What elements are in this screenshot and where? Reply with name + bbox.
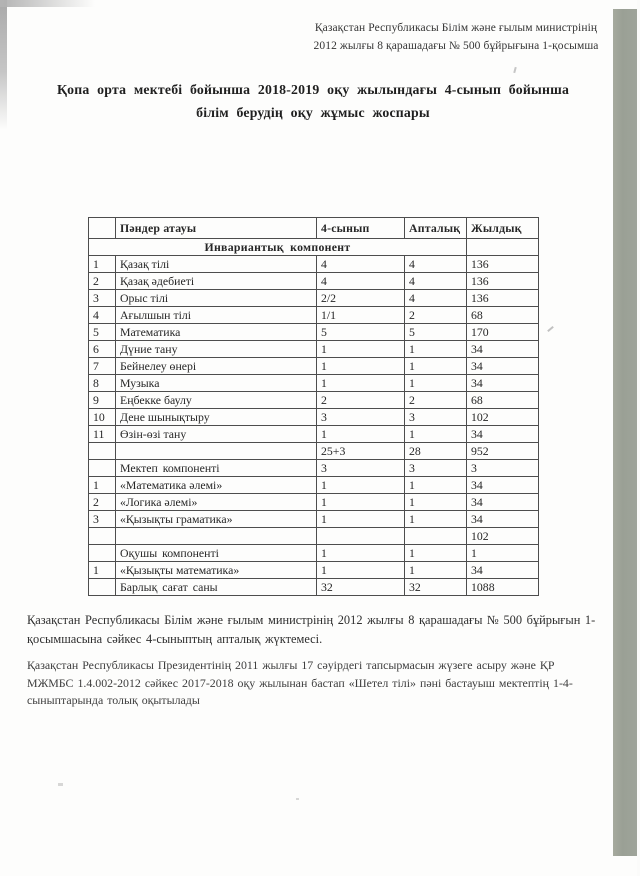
footnote-weekly-load: Қазақстан Республикасы Білім және ғылым министрінің 2012 жылғы 8 қарашадағы № 500 бұйрығын 1-қосымшасына сәйкес 4-сыныптың апталық жүктемесі. xyxy=(27,613,596,646)
row-number-cell: 4 xyxy=(89,307,116,324)
subject-cell: Қазақ тілі xyxy=(116,256,317,273)
scan-edge-top xyxy=(0,0,95,7)
subject-cell: «Қызықты математика» xyxy=(116,562,317,579)
table-row xyxy=(89,307,539,324)
curriculum-table xyxy=(88,217,539,596)
row-number-cell xyxy=(89,528,116,545)
row-number-cell: 8 xyxy=(89,375,116,392)
table-row xyxy=(89,409,539,426)
subject-cell: Дүние тану xyxy=(116,341,317,358)
yearly-hours-cell: 34 xyxy=(467,477,539,494)
ministry-order-stamp xyxy=(295,19,617,55)
subject-cell: Бейнелеу өнері xyxy=(116,358,317,375)
weekly-hours-cell: 2 xyxy=(405,392,467,409)
header-grade-cell: 4-сынып xyxy=(317,218,405,239)
yearly-hours-cell: 34 xyxy=(467,358,539,375)
subject-cell xyxy=(116,528,317,545)
weekly-hours-cell: 1 xyxy=(405,375,467,392)
weekly-hours-cell: 28 xyxy=(405,443,467,460)
weekly-hours-cell: 32 xyxy=(405,579,467,596)
subject-cell: Еңбекке баулу xyxy=(116,392,317,409)
subject-cell: Ағылшын тілі xyxy=(116,307,317,324)
table-row xyxy=(89,511,539,528)
weekly-hours-cell: 4 xyxy=(405,256,467,273)
grade-hours-cell: 1 xyxy=(317,494,405,511)
table-row xyxy=(89,392,539,409)
yearly-hours-cell: 34 xyxy=(467,511,539,528)
subject-cell: Оқушы компоненті xyxy=(116,545,317,562)
scan-speck xyxy=(296,798,299,800)
row-number-cell xyxy=(89,460,116,477)
title-line-2: білім берудің оқу жұмыс жоспары xyxy=(196,104,430,120)
row-number-cell: 2 xyxy=(89,273,116,290)
scan-speck xyxy=(513,67,516,73)
row-number-cell: 7 xyxy=(89,358,116,375)
stamp-line-1: Қазақстан Республикасы Білім және ғылым министрінің xyxy=(314,22,598,34)
table-row xyxy=(89,426,539,443)
row-number-cell: 9 xyxy=(89,392,116,409)
page-title xyxy=(22,79,604,124)
grade-hours-cell: 1 xyxy=(317,477,405,494)
weekly-hours-cell: 1 xyxy=(405,341,467,358)
subject-cell: Математика xyxy=(116,324,317,341)
row-number-cell xyxy=(89,443,116,460)
grade-hours-cell: 1 xyxy=(317,511,405,528)
grade-hours-cell: 1 xyxy=(317,341,405,358)
weekly-hours-cell: 4 xyxy=(405,290,467,307)
grade-hours-cell: 1/1 xyxy=(317,307,405,324)
yearly-hours-cell: 34 xyxy=(467,375,539,392)
table-row xyxy=(89,477,539,494)
table-row xyxy=(89,256,539,273)
footnote-foreign-language: Қазақстан Республикасы Президентінің 2011 жылғы 17 сәуірдегі тапсырмасын жүзеге асыру және ҚР МЖМБС 1.4.002-2012 сәйкес 2017-2018 оқу жылынан бастап «Шетел тілі» пәні бастауыш мектептің 1-4-сыныптарында толық оқытылады xyxy=(27,658,573,707)
grade-hours-cell xyxy=(317,528,405,545)
grade-hours-cell: 4 xyxy=(317,256,405,273)
subject-cell: Қазақ әдебиеті xyxy=(116,273,317,290)
grade-hours-cell: 1 xyxy=(317,562,405,579)
weekly-hours-cell: 3 xyxy=(405,460,467,477)
row-number-cell: 3 xyxy=(89,511,116,528)
section-row-pupil-component xyxy=(89,545,539,562)
grade-hours-cell: 32 xyxy=(317,579,405,596)
grade-hours-cell: 25+3 xyxy=(317,443,405,460)
yearly-hours-cell: 68 xyxy=(467,392,539,409)
row-number-cell: 2 xyxy=(89,494,116,511)
weekly-hours-cell: 2 xyxy=(405,307,467,324)
table-row xyxy=(89,273,539,290)
weekly-hours-cell xyxy=(405,528,467,545)
table-row xyxy=(89,494,539,511)
weekly-hours-cell: 1 xyxy=(405,426,467,443)
table-header-row xyxy=(89,218,539,239)
scan-speck xyxy=(547,326,554,332)
header-subject-cell: Пәндер атауы xyxy=(116,218,317,239)
yearly-hours-cell: 34 xyxy=(467,341,539,358)
yearly-hours-cell: 952 xyxy=(467,443,539,460)
row-number-cell xyxy=(89,545,116,562)
weekly-hours-cell: 1 xyxy=(405,562,467,579)
row-number-cell: 1 xyxy=(89,477,116,494)
subject-cell: Барлық сағат саны xyxy=(116,579,317,596)
grade-hours-cell: 3 xyxy=(317,409,405,426)
row-number-cell: 1 xyxy=(89,562,116,579)
empty-cell xyxy=(467,239,539,256)
row-number-cell: 1 xyxy=(89,256,116,273)
table-row xyxy=(89,358,539,375)
header-number-cell xyxy=(89,218,116,239)
header-weekly-cell: Апталық xyxy=(405,218,467,239)
yearly-hours-cell: 136 xyxy=(467,256,539,273)
subject-cell: Өзін-өзі тану xyxy=(116,426,317,443)
grade-hours-cell: 1 xyxy=(317,358,405,375)
yearly-hours-cell: 102 xyxy=(467,528,539,545)
table-row xyxy=(89,324,539,341)
yearly-hours-cell: 1088 xyxy=(467,579,539,596)
yearly-hours-cell: 1 xyxy=(467,545,539,562)
row-number-cell: 5 xyxy=(89,324,116,341)
weekly-hours-cell: 4 xyxy=(405,273,467,290)
weekly-hours-cell: 1 xyxy=(405,545,467,562)
yearly-hours-cell: 170 xyxy=(467,324,539,341)
scan-edge-right xyxy=(613,9,637,856)
subject-cell: Музыка xyxy=(116,375,317,392)
scan-speck xyxy=(58,783,63,786)
title-line-1: Қопа орта мектебі бойынша 2018-2019 оқу жылындағы 4-сынып бойынша xyxy=(56,82,570,97)
row-number-cell: 3 xyxy=(89,290,116,307)
grade-hours-cell: 2 xyxy=(317,392,405,409)
weekly-hours-cell: 5 xyxy=(405,324,467,341)
section-row-school-component xyxy=(89,460,539,477)
grand-total-row xyxy=(89,579,539,596)
header-yearly-cell: Жылдық xyxy=(467,218,539,239)
weekly-hours-cell: 1 xyxy=(405,511,467,528)
weekly-hours-cell: 1 xyxy=(405,494,467,511)
grade-hours-cell: 3 xyxy=(317,460,405,477)
section-row-invariant xyxy=(89,239,539,256)
subject-cell xyxy=(116,443,317,460)
weekly-hours-cell: 1 xyxy=(405,358,467,375)
yearly-hours-cell: 34 xyxy=(467,494,539,511)
grade-hours-cell: 4 xyxy=(317,273,405,290)
subject-cell: Орыс тілі xyxy=(116,290,317,307)
yearly-hours-cell: 68 xyxy=(467,307,539,324)
subject-cell: «Қызықты граматика» xyxy=(116,511,317,528)
subject-cell: Мектеп компоненті xyxy=(116,460,317,477)
section-title-cell: Инвариантық компонент xyxy=(89,239,467,256)
yearly-hours-cell: 136 xyxy=(467,290,539,307)
weekly-hours-cell: 1 xyxy=(405,477,467,494)
invariant-total-row xyxy=(89,443,539,460)
grade-hours-cell: 2/2 xyxy=(317,290,405,307)
table-row xyxy=(89,341,539,358)
weekly-hours-cell: 3 xyxy=(405,409,467,426)
row-number-cell xyxy=(89,579,116,596)
yearly-hours-cell: 3 xyxy=(467,460,539,477)
table-row xyxy=(89,562,539,579)
row-number-cell: 10 xyxy=(89,409,116,426)
grade-hours-cell: 1 xyxy=(317,426,405,443)
table-row xyxy=(89,375,539,392)
subject-cell: Дене шынықтыру xyxy=(116,409,317,426)
table-row xyxy=(89,290,539,307)
subject-cell: «Логика әлемі» xyxy=(116,494,317,511)
yearly-hours-cell: 102 xyxy=(467,409,539,426)
yearly-hours-cell: 136 xyxy=(467,273,539,290)
grade-hours-cell: 1 xyxy=(317,545,405,562)
school-component-total-row xyxy=(89,528,539,545)
yearly-hours-cell: 34 xyxy=(467,426,539,443)
grade-hours-cell: 1 xyxy=(317,375,405,392)
yearly-hours-cell: 34 xyxy=(467,562,539,579)
stamp-line-2: 2012 жылғы 8 қарашадағы № 500 бұйрығына 1-қосымша xyxy=(313,40,599,52)
scan-edge-left xyxy=(0,0,7,130)
subject-cell: «Математика әлемі» xyxy=(116,477,317,494)
grade-hours-cell: 5 xyxy=(317,324,405,341)
row-number-cell: 11 xyxy=(89,426,116,443)
row-number-cell: 6 xyxy=(89,341,116,358)
